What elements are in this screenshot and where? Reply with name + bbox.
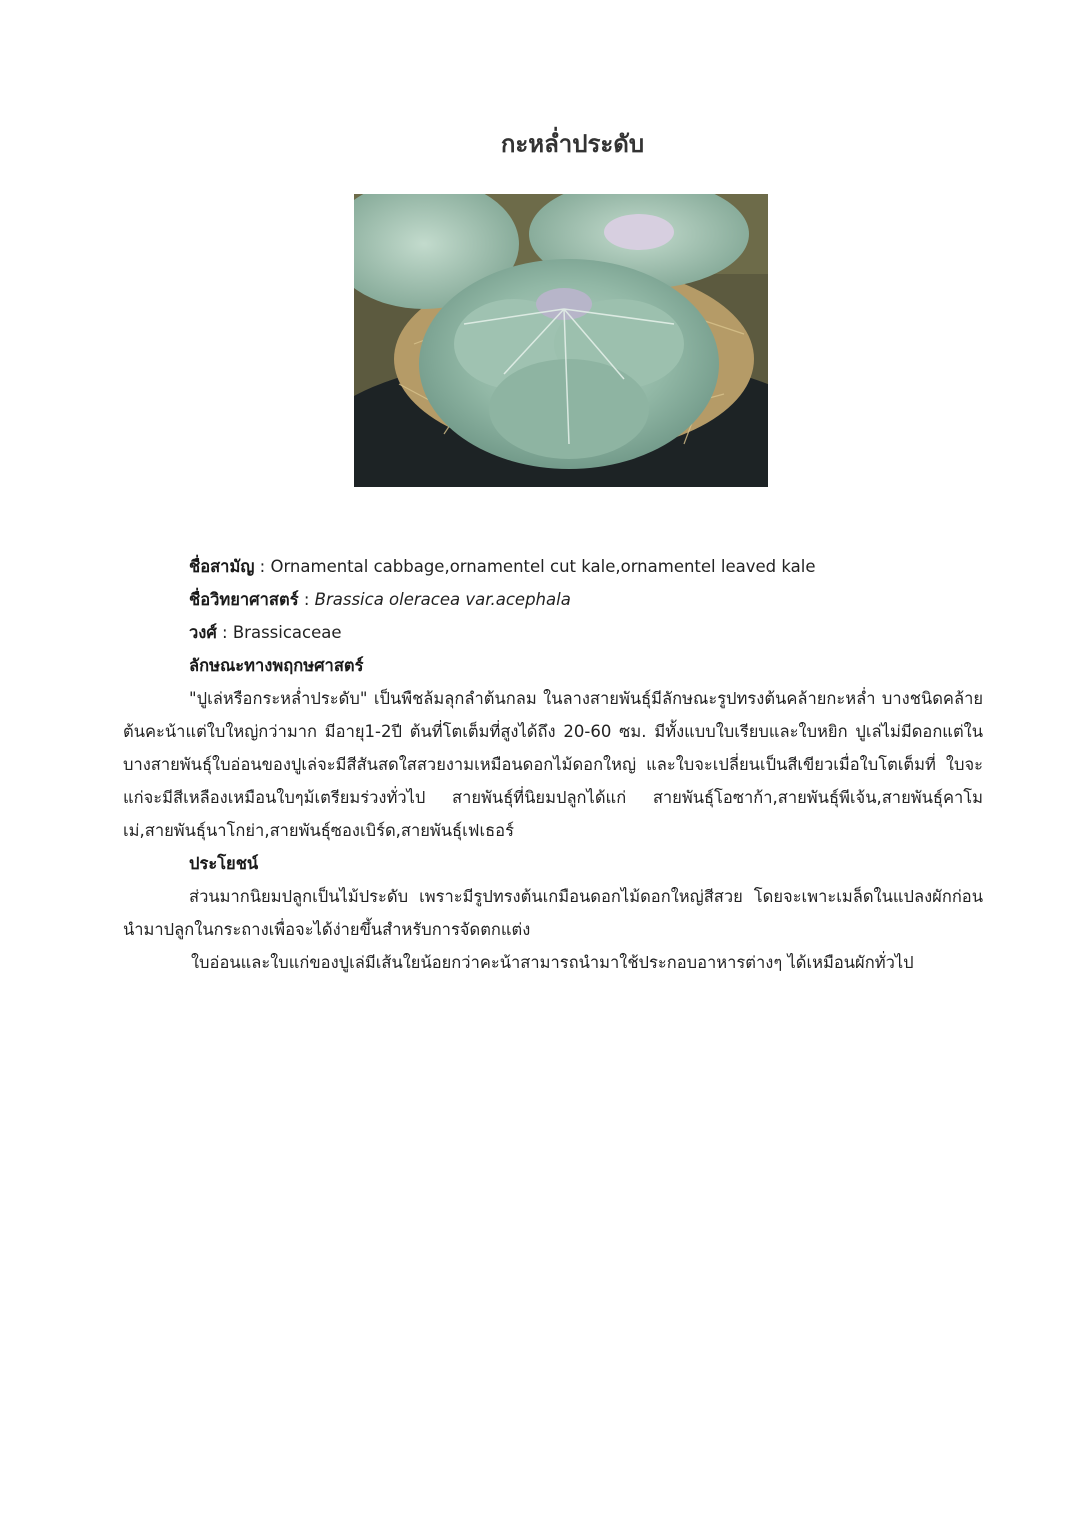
botany-paragraph: "ปูเล่หรือกระหล่ำประดับ" เป็นพืชล้มลุกลำต้นกลม ในลางสายพันธุ์มีลักษณะรูปทรงต้นคล้ายกะหล่ำ บางชนิดคล้ายต้นคะน้าแต่ใบใหญ่กว่ามาก มีอายุ1-2ปี ต้นที่โตเต็มที่สูงได้ถึง 20-60 ซม. มีทั้งแบบใบเรียบและใบหยิก ปูเล่ไม่มีดอกแต่ในบางสายพันธุ์ใบอ่อนของปูเล่จะมีสีสันสดใสสวยงามเหมือนดอกไม้ดอกใหญ่ และใบจะเปลี่ยนเป็นสีเขียวเมื่อใบโตเต็มที่ ใบจะแก่จะมีสีเหลืองเหมือนใบๆม้เตรียมร่วงทั่วไป สายพันธุ์ที่นิยมปลูกได้แก่ สายพันธุ์โอซาก้า,สายพันธุ์พีเจ้น,สายพันธุ์คาโมเม่,สายพันธุ์นาโกย่า,สายพันธุ์ซองเบิร์ด,สายพันธุ์เฟเธอร์ bbox=[123, 689, 983, 840]
family-value: Brassicaceae bbox=[232, 623, 342, 642]
benefits-heading: ประโยชน์ bbox=[189, 854, 259, 873]
cabbage-photo bbox=[354, 194, 768, 487]
family-label: วงศ์ bbox=[189, 623, 217, 642]
family-line: วงศ์ : Brassicaceae bbox=[189, 623, 342, 642]
document-body bbox=[123, 550, 983, 979]
scientific-name-line: ชื่อวิทยาศาสตร์ : Brassica oleracea var.acephala bbox=[189, 590, 571, 609]
benefits-paragraph-2: ใบอ่อนและใบแก่ของปูเล่มีเส้นใยน้อยกว่าคะน้าสามารถนำมาใช้ประกอบอาหารต่างๆ ได้เหมือนผักทั่วไป bbox=[191, 953, 914, 972]
benefits-paragraph-1: ส่วนมากนิยมปลูกเป็นไม้ประดับ เพราะมีรูปทรงต้นเกมือนดอกไม้ดอกใหญ่สีสวย โดยจะเพาะเมล็ดในแปลงผักก่อนนำมาปลูกในกระถางเพื่อจะได้ง่ายขึ้นสำหรับการจัดตกแต่ง bbox=[123, 887, 983, 939]
common-name-label: ชื่อสามัญ bbox=[189, 557, 255, 576]
common-name-value: Ornamental cabbage,ornamentel cut kale,ornamentel leaved kale bbox=[270, 557, 816, 576]
scientific-name-label: ชื่อวิทยาศาสตร์ bbox=[189, 590, 299, 609]
page-title: กะหล่ำประดับ bbox=[500, 130, 645, 158]
botany-heading: ลักษณะทางพฤกษศาสตร์ bbox=[189, 656, 364, 675]
scientific-name-value: Brassica oleracea var.acephala bbox=[314, 590, 571, 609]
common-name-line: ชื่อสามัญ : Ornamental cabbage,ornamentel cut kale,ornamentel leaved kale bbox=[189, 557, 816, 576]
